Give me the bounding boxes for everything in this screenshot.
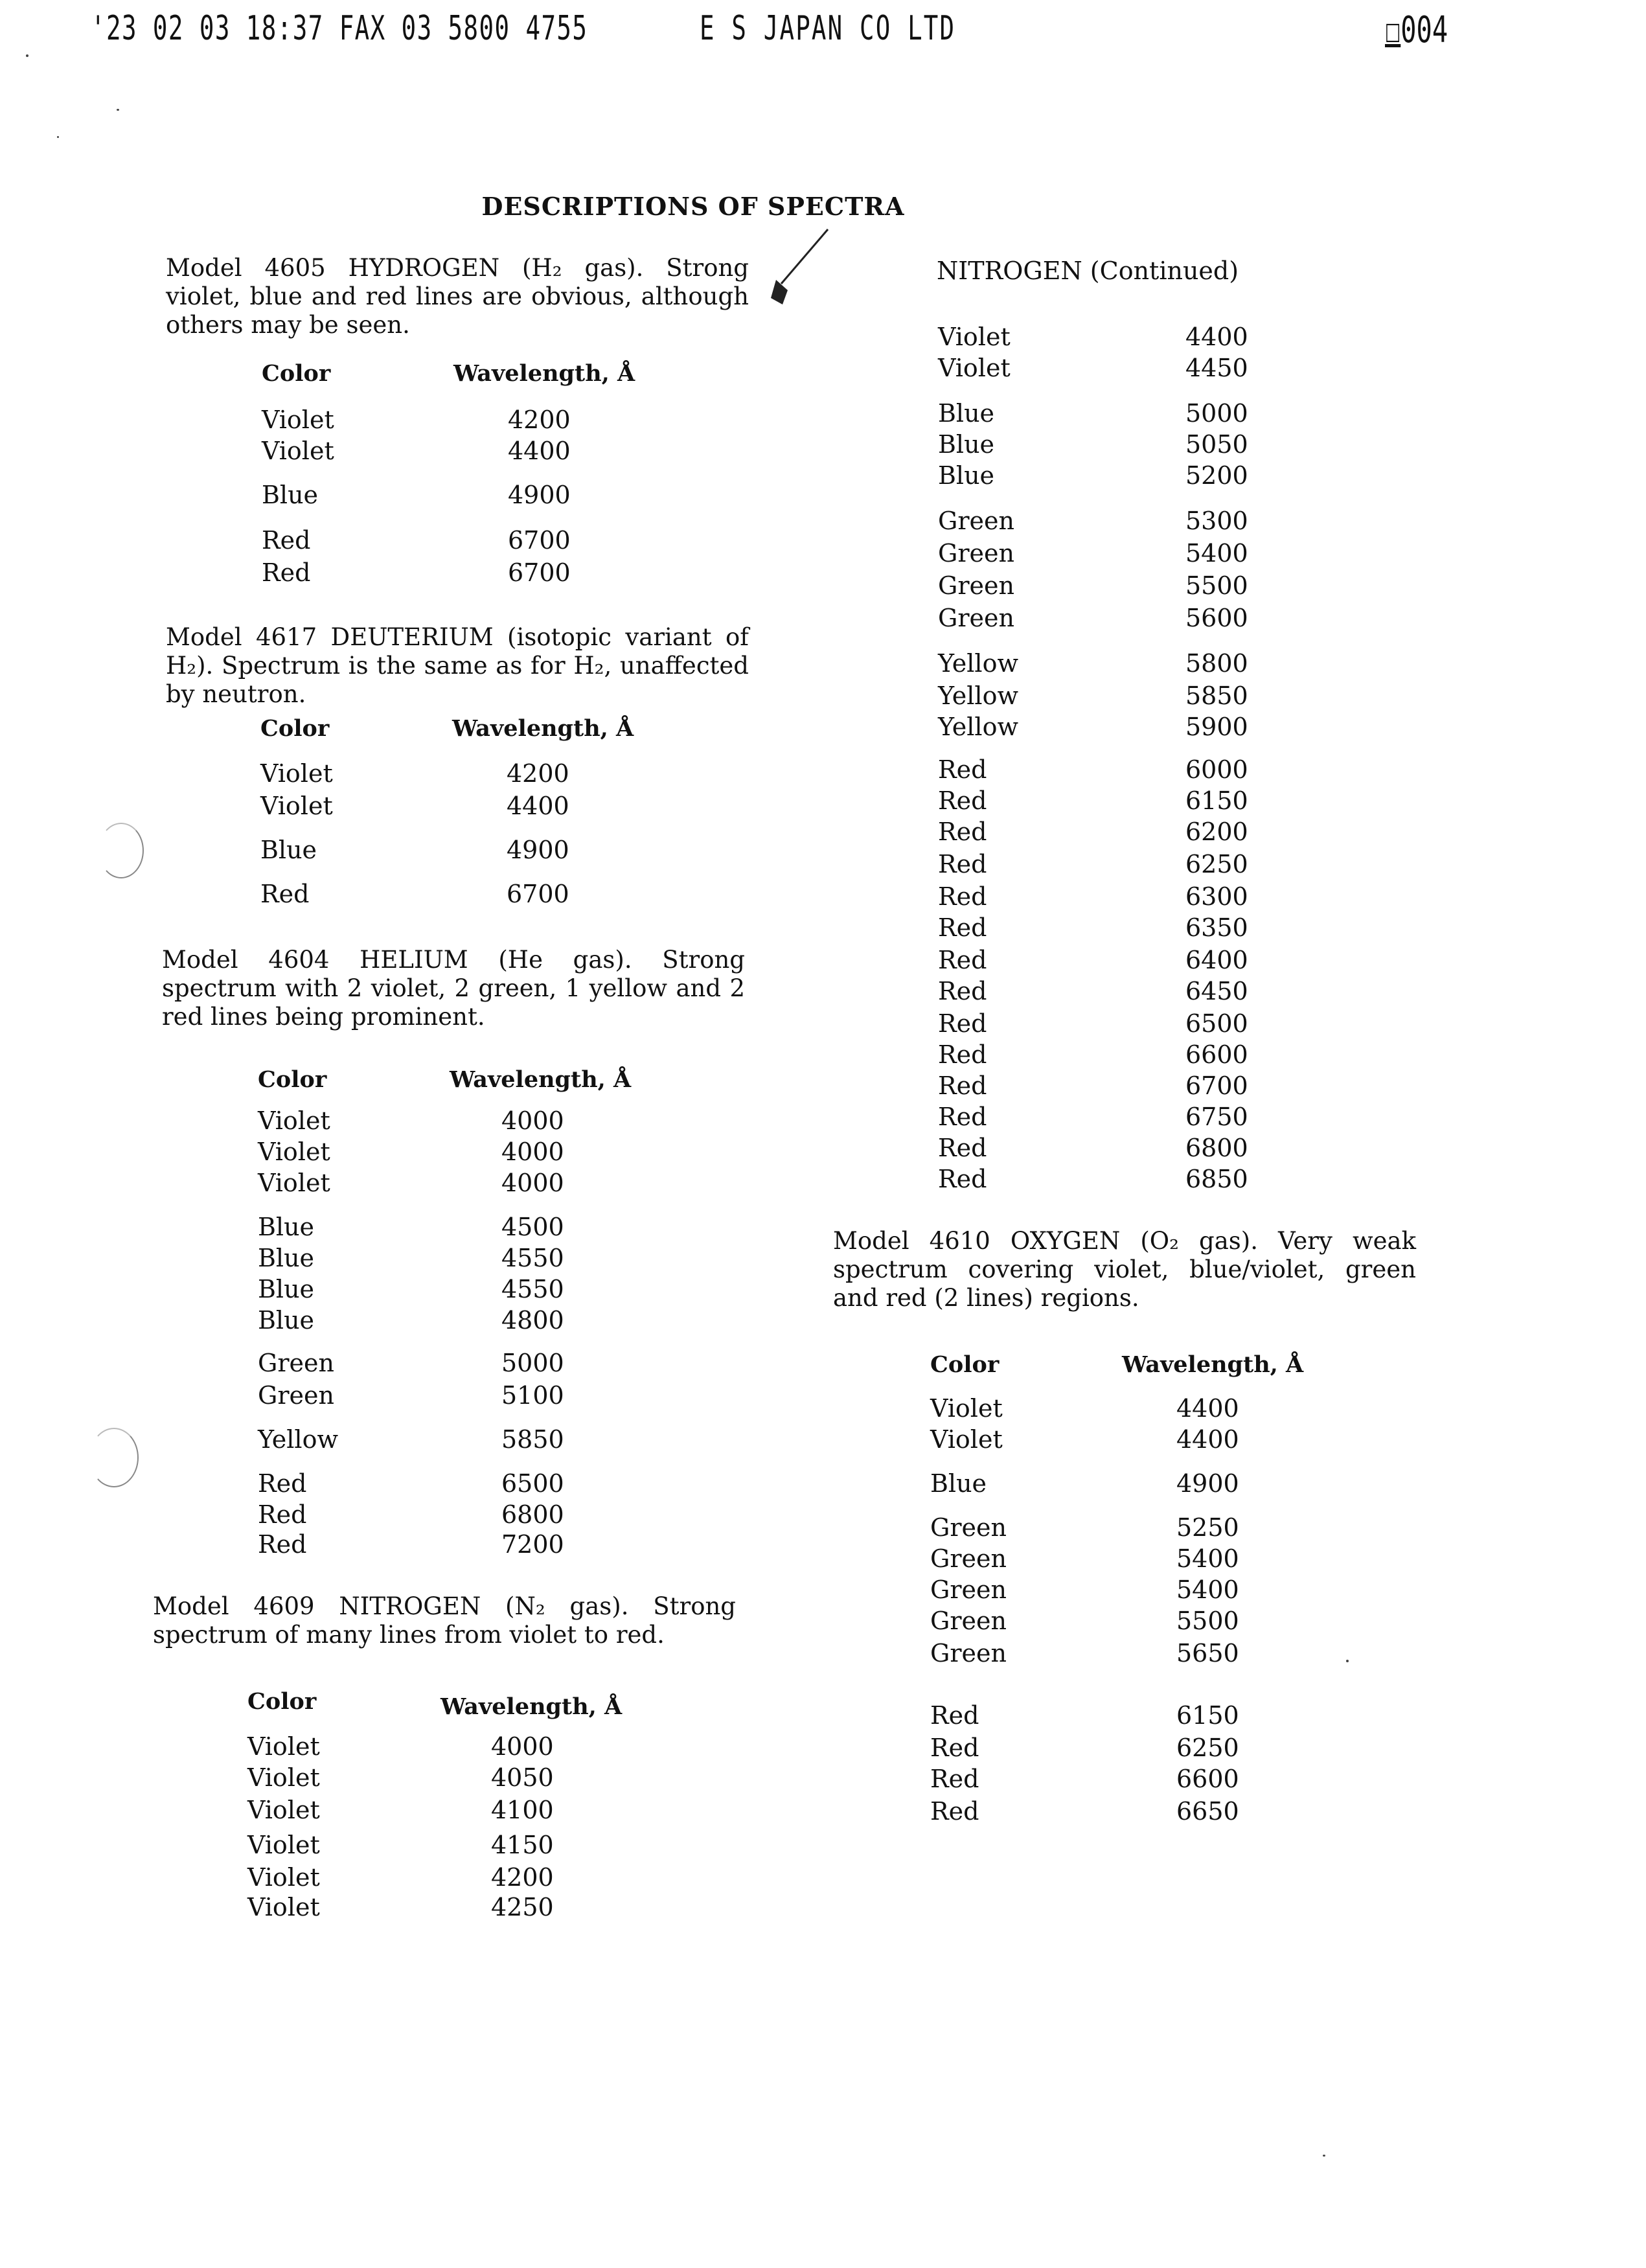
line-color: Green — [930, 1544, 1007, 1573]
punch-hole — [98, 823, 144, 878]
line-wavelength: 4000 — [501, 1138, 564, 1166]
color-header: Color — [262, 360, 331, 387]
fax-sender: E S JAPAN CO LTD — [700, 9, 956, 48]
wavelength-header: Wavelength, Å — [440, 1693, 623, 1720]
line-wavelength: 4200 — [507, 759, 569, 788]
line-color: Red — [938, 1165, 987, 1193]
line-wavelength: 5200 — [1185, 461, 1248, 490]
line-color: Violet — [247, 1863, 320, 1892]
line-color: Red — [258, 1469, 307, 1498]
line-color: Violet — [938, 354, 1011, 382]
line-color: Violet — [260, 759, 333, 788]
line-wavelength: 5050 — [1185, 430, 1248, 459]
line-wavelength: 6200 — [1185, 818, 1248, 846]
line-color: Yellow — [938, 649, 1018, 678]
line-color: Green — [930, 1639, 1007, 1667]
fax-page-icon: ☐ — [1385, 9, 1401, 51]
line-wavelength: 6700 — [507, 880, 569, 908]
line-wavelength: 6700 — [508, 558, 571, 587]
line-color: Blue — [258, 1244, 315, 1272]
wavelength-header: Wavelength, Å — [453, 360, 635, 387]
line-color: Green — [930, 1513, 1007, 1542]
wavelength-header: Wavelength, Å — [452, 715, 634, 742]
punch-hole — [89, 1428, 139, 1487]
line-wavelength: 6400 — [1185, 946, 1248, 974]
line-color: Red — [938, 1134, 987, 1162]
line-color: Red — [938, 1071, 987, 1100]
wavelength-header: Wavelength, Å — [450, 1066, 632, 1093]
line-wavelength: 6450 — [1185, 977, 1248, 1005]
line-wavelength: 5100 — [501, 1381, 564, 1410]
line-color: Yellow — [938, 713, 1018, 741]
color-header: Color — [930, 1351, 1000, 1378]
oxygen-description: Model 4610 OXYGEN (O₂ gas). Very weak spectrum covering violet, blue/violet, green and red (2 lines) regions. — [833, 1227, 1416, 1312]
line-wavelength: 4900 — [508, 481, 571, 509]
nitrogen-description: Model 4609 NITROGEN (N₂ gas). Strong spectrum of many lines from violet to red. — [153, 1592, 736, 1649]
line-color: Blue — [258, 1213, 315, 1241]
scan-speck — [1323, 2155, 1325, 2157]
line-wavelength: 6650 — [1176, 1797, 1239, 1826]
line-wavelength: 4900 — [1176, 1469, 1239, 1498]
line-color: Red — [938, 1103, 987, 1131]
line-color: Green — [938, 507, 1014, 535]
line-color: Violet — [258, 1138, 330, 1166]
fax-page-number — [1385, 9, 1448, 51]
line-wavelength: 4900 — [507, 836, 569, 864]
line-color: Red — [930, 1797, 979, 1826]
line-color: Green — [938, 571, 1014, 600]
line-wavelength: 4550 — [501, 1275, 564, 1303]
line-color: Violet — [262, 437, 334, 465]
line-color: Red — [258, 1530, 307, 1559]
line-color: Red — [930, 1765, 979, 1793]
line-color: Blue — [930, 1469, 987, 1498]
line-wavelength: 6150 — [1176, 1701, 1239, 1730]
line-color: Red — [938, 1040, 987, 1069]
line-wavelength: 4500 — [501, 1213, 564, 1241]
line-color: Yellow — [258, 1425, 338, 1454]
fax-header — [0, 9, 1646, 61]
hydrogen-description: Model 4605 HYDROGEN (H₂ gas). Strong violet, blue and red lines are obvious, although others may be seen. — [166, 254, 749, 339]
line-wavelength: 6700 — [508, 526, 571, 555]
line-wavelength: 6800 — [1185, 1134, 1248, 1162]
line-wavelength: 6250 — [1176, 1734, 1239, 1762]
line-color: Blue — [938, 399, 995, 428]
line-wavelength: 4800 — [501, 1306, 564, 1334]
line-color: Green — [938, 539, 1014, 567]
line-color: Red — [938, 818, 987, 846]
line-wavelength: 4400 — [1176, 1394, 1239, 1423]
line-wavelength: 4250 — [491, 1893, 554, 1921]
line-wavelength: 6800 — [501, 1500, 564, 1529]
line-color: Violet — [258, 1169, 330, 1197]
line-wavelength: 4200 — [491, 1863, 554, 1892]
line-wavelength: 5850 — [501, 1425, 564, 1454]
line-wavelength: 4400 — [508, 437, 571, 465]
line-color: Violet — [247, 1796, 320, 1824]
line-color: Red — [938, 946, 987, 974]
line-color: Red — [930, 1734, 979, 1762]
scan-speck — [117, 109, 119, 111]
line-wavelength: 4000 — [501, 1106, 564, 1135]
line-wavelength: 5500 — [1185, 571, 1248, 600]
line-color: Green — [258, 1381, 334, 1410]
line-color: Violet — [938, 323, 1011, 351]
line-color: Red — [938, 1009, 987, 1038]
line-wavelength: 5300 — [1185, 507, 1248, 535]
line-color: Violet — [930, 1394, 1003, 1423]
color-header: Color — [247, 1688, 317, 1715]
line-color: Blue — [262, 481, 319, 509]
line-color: Red — [938, 850, 987, 878]
line-color: Red — [260, 880, 310, 908]
line-color: Yellow — [938, 682, 1018, 710]
color-header: Color — [260, 715, 330, 742]
line-wavelength: 6000 — [1185, 755, 1248, 784]
line-wavelength: 5000 — [501, 1349, 564, 1377]
line-color: Red — [938, 755, 987, 784]
scan-speck — [1346, 1660, 1349, 1662]
line-wavelength: 5850 — [1185, 682, 1248, 710]
line-wavelength: 5400 — [1176, 1575, 1239, 1604]
color-header: Color — [258, 1066, 327, 1093]
line-color: Violet — [930, 1425, 1003, 1454]
line-wavelength: 7200 — [501, 1530, 564, 1559]
line-wavelength: 6850 — [1185, 1165, 1248, 1193]
line-color: Violet — [247, 1763, 320, 1792]
line-wavelength: 4400 — [1176, 1425, 1239, 1454]
line-color: Violet — [247, 1732, 320, 1761]
line-color: Violet — [260, 792, 333, 820]
line-color: Blue — [258, 1275, 315, 1303]
line-color: Violet — [247, 1893, 320, 1921]
line-wavelength: 4400 — [1185, 323, 1248, 351]
line-wavelength: 6250 — [1185, 850, 1248, 878]
line-color: Red — [938, 882, 987, 911]
line-color: Violet — [258, 1106, 330, 1135]
line-wavelength: 6300 — [1185, 882, 1248, 911]
line-color: Red — [262, 558, 311, 587]
fax-timestamp: '23 02 03 18:37 FAX 03 5800 4755 — [91, 9, 588, 48]
line-wavelength: 4550 — [501, 1244, 564, 1272]
line-color: Green — [938, 604, 1014, 632]
wavelength-header: Wavelength, Å — [1122, 1351, 1304, 1378]
line-wavelength: 6350 — [1185, 913, 1248, 942]
line-color: Red — [930, 1701, 979, 1730]
line-color: Red — [938, 977, 987, 1005]
fax-page-value: 004 — [1400, 9, 1448, 51]
line-wavelength: 5900 — [1185, 713, 1248, 741]
line-wavelength: 5250 — [1176, 1513, 1239, 1542]
line-color: Green — [930, 1607, 1007, 1635]
line-wavelength: 4000 — [491, 1732, 554, 1761]
line-wavelength: 6500 — [1185, 1009, 1248, 1038]
helium-description: Model 4604 HELIUM (He gas). Strong spectrum with 2 violet, 2 green, 1 yellow and 2 red lines being prominent. — [162, 946, 745, 1031]
scan-speck — [26, 54, 29, 57]
line-color: Red — [938, 913, 987, 942]
line-color: Blue — [938, 430, 995, 459]
line-wavelength: 6500 — [501, 1469, 564, 1498]
line-wavelength: 4150 — [491, 1831, 554, 1859]
line-wavelength: 4050 — [491, 1763, 554, 1792]
line-color: Violet — [247, 1831, 320, 1859]
scan-speck — [57, 136, 59, 138]
line-wavelength: 5800 — [1185, 649, 1248, 678]
deuterium-description: Model 4617 DEUTERIUM (isotopic variant of H₂). Spectrum is the same as for H₂, unaffected by neutron. — [166, 623, 749, 708]
line-color: Blue — [260, 836, 317, 864]
line-wavelength: 4450 — [1185, 354, 1248, 382]
line-color: Red — [938, 786, 987, 815]
line-color: Violet — [262, 406, 334, 434]
line-wavelength: 5650 — [1176, 1639, 1239, 1667]
line-wavelength: 4000 — [501, 1169, 564, 1197]
line-color: Green — [930, 1575, 1007, 1604]
line-wavelength: 6600 — [1185, 1040, 1248, 1069]
pen-mark — [757, 228, 847, 312]
line-color: Blue — [258, 1306, 315, 1334]
line-wavelength: 5600 — [1185, 604, 1248, 632]
line-wavelength: 4100 — [491, 1796, 554, 1824]
page-title: DESCRIPTIONS OF SPECTRA — [481, 192, 905, 221]
nitrogen-continued-heading: NITROGEN (Continued) — [937, 257, 1239, 285]
line-wavelength: 5500 — [1176, 1607, 1239, 1635]
line-wavelength: 6600 — [1176, 1765, 1239, 1793]
line-color: Green — [258, 1349, 334, 1377]
line-wavelength: 6750 — [1185, 1103, 1248, 1131]
line-wavelength: 6700 — [1185, 1071, 1248, 1100]
line-wavelength: 6150 — [1185, 786, 1248, 815]
line-wavelength: 5000 — [1185, 399, 1248, 428]
line-wavelength: 4400 — [507, 792, 569, 820]
line-color: Blue — [938, 461, 995, 490]
line-wavelength: 5400 — [1185, 539, 1248, 567]
line-color: Red — [258, 1500, 307, 1529]
line-wavelength: 5400 — [1176, 1544, 1239, 1573]
line-wavelength: 4200 — [508, 406, 571, 434]
line-color: Red — [262, 526, 311, 555]
